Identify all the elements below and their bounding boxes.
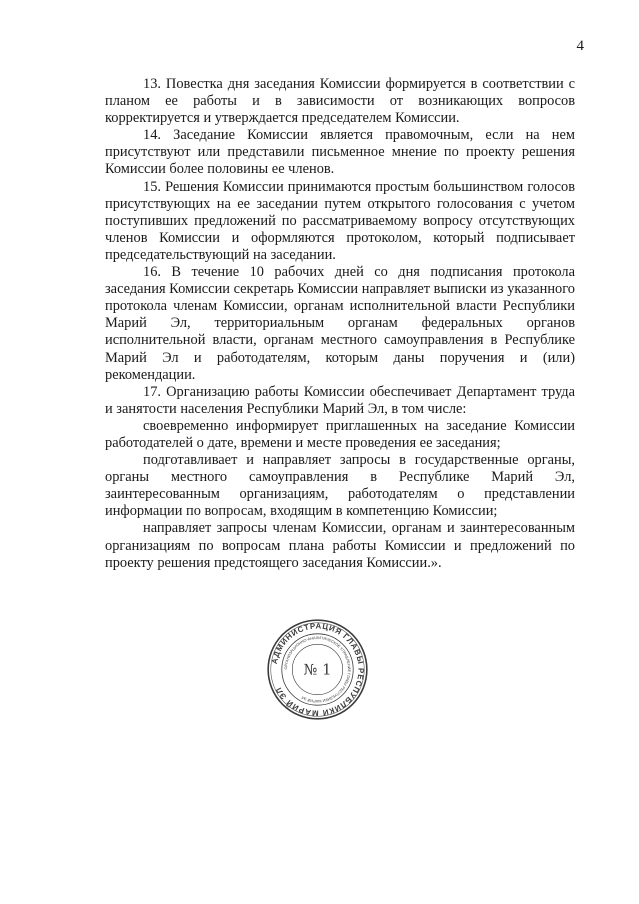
document-body xyxy=(105,76,575,572)
duty-send-requests: направляет запросы членам Комиссии, органам и заинтересованным организациям по вопросам плана работы Комиссии и предложений по проекту решения предстоящего заседания Комиссии.». xyxy=(105,520,575,571)
page-number: 4 xyxy=(576,38,584,54)
paragraph-15: 15. Решения Комиссии принимаются простым большинством голосов присутствующих на ее заседании путем открытого голосования с учетом поступивших предложений по рассматриваемому вопросу отсутствующих членов Комиссии и оформляются протоколом, который подписывает председательствующий на заседании. xyxy=(105,178,575,263)
paragraph-17: 17. Организацию работы Комиссии обеспечивает Департамент труда и занятости населения Республики Марий Эл, в том числе: xyxy=(105,383,575,417)
seal-inner-text: ОРГАНИЗАЦИОННО-АНАЛИТИЧЕСКОЕ УПРАВЛЕНИЕ ГЛАВЫ РЕСПУБЛИКИ МАРИЙ ЭЛ xyxy=(284,636,351,703)
paragraph-13: 13. Повестка дня заседания Комиссии формируется в соответствии с планом ее работы и в зависимости от возникающих вопросов корректируется и утверждается председателем Комиссии. xyxy=(105,76,575,127)
seal-outer-text: АДМИНИСТРАЦИЯ ГЛАВЫ РЕСПУБЛИКИ МАРИЙ ЭЛ xyxy=(269,621,366,718)
paragraph-14: 14. Заседание Комиссии является правомочным, если на нем присутствуют или представили письменное мнение по проекту решения Комиссии более половины ее членов. xyxy=(105,127,575,178)
duty-inform: своевременно информирует приглашенных на заседание Комиссии работодателей о дате, времени и месте проведения ее заседания; xyxy=(105,417,575,451)
seal-number: № 1 xyxy=(303,661,332,679)
duty-prepare-requests: подготавливает и направляет запросы в государственные органы, органы местного самоуправления в Республике Марий Эл, заинтересованным организациям, работодателям о представлении информации по вопросам, входящим в компетенцию Комиссии; xyxy=(105,452,575,520)
official-seal xyxy=(265,617,370,722)
paragraph-16: 16. В течение 10 рабочих дней со дня подписания протокола заседания Комиссии секретарь Комиссии направляет выписки из указанного протокола членам Комиссии, органам исполнительной власти Республики Марий Эл, территориальным органам федеральных органов исполнительной власти, органам местного самоуправления в Республике Марий Эл и работодателям, которым даны поручения и (или) рекомендации. xyxy=(105,264,575,383)
